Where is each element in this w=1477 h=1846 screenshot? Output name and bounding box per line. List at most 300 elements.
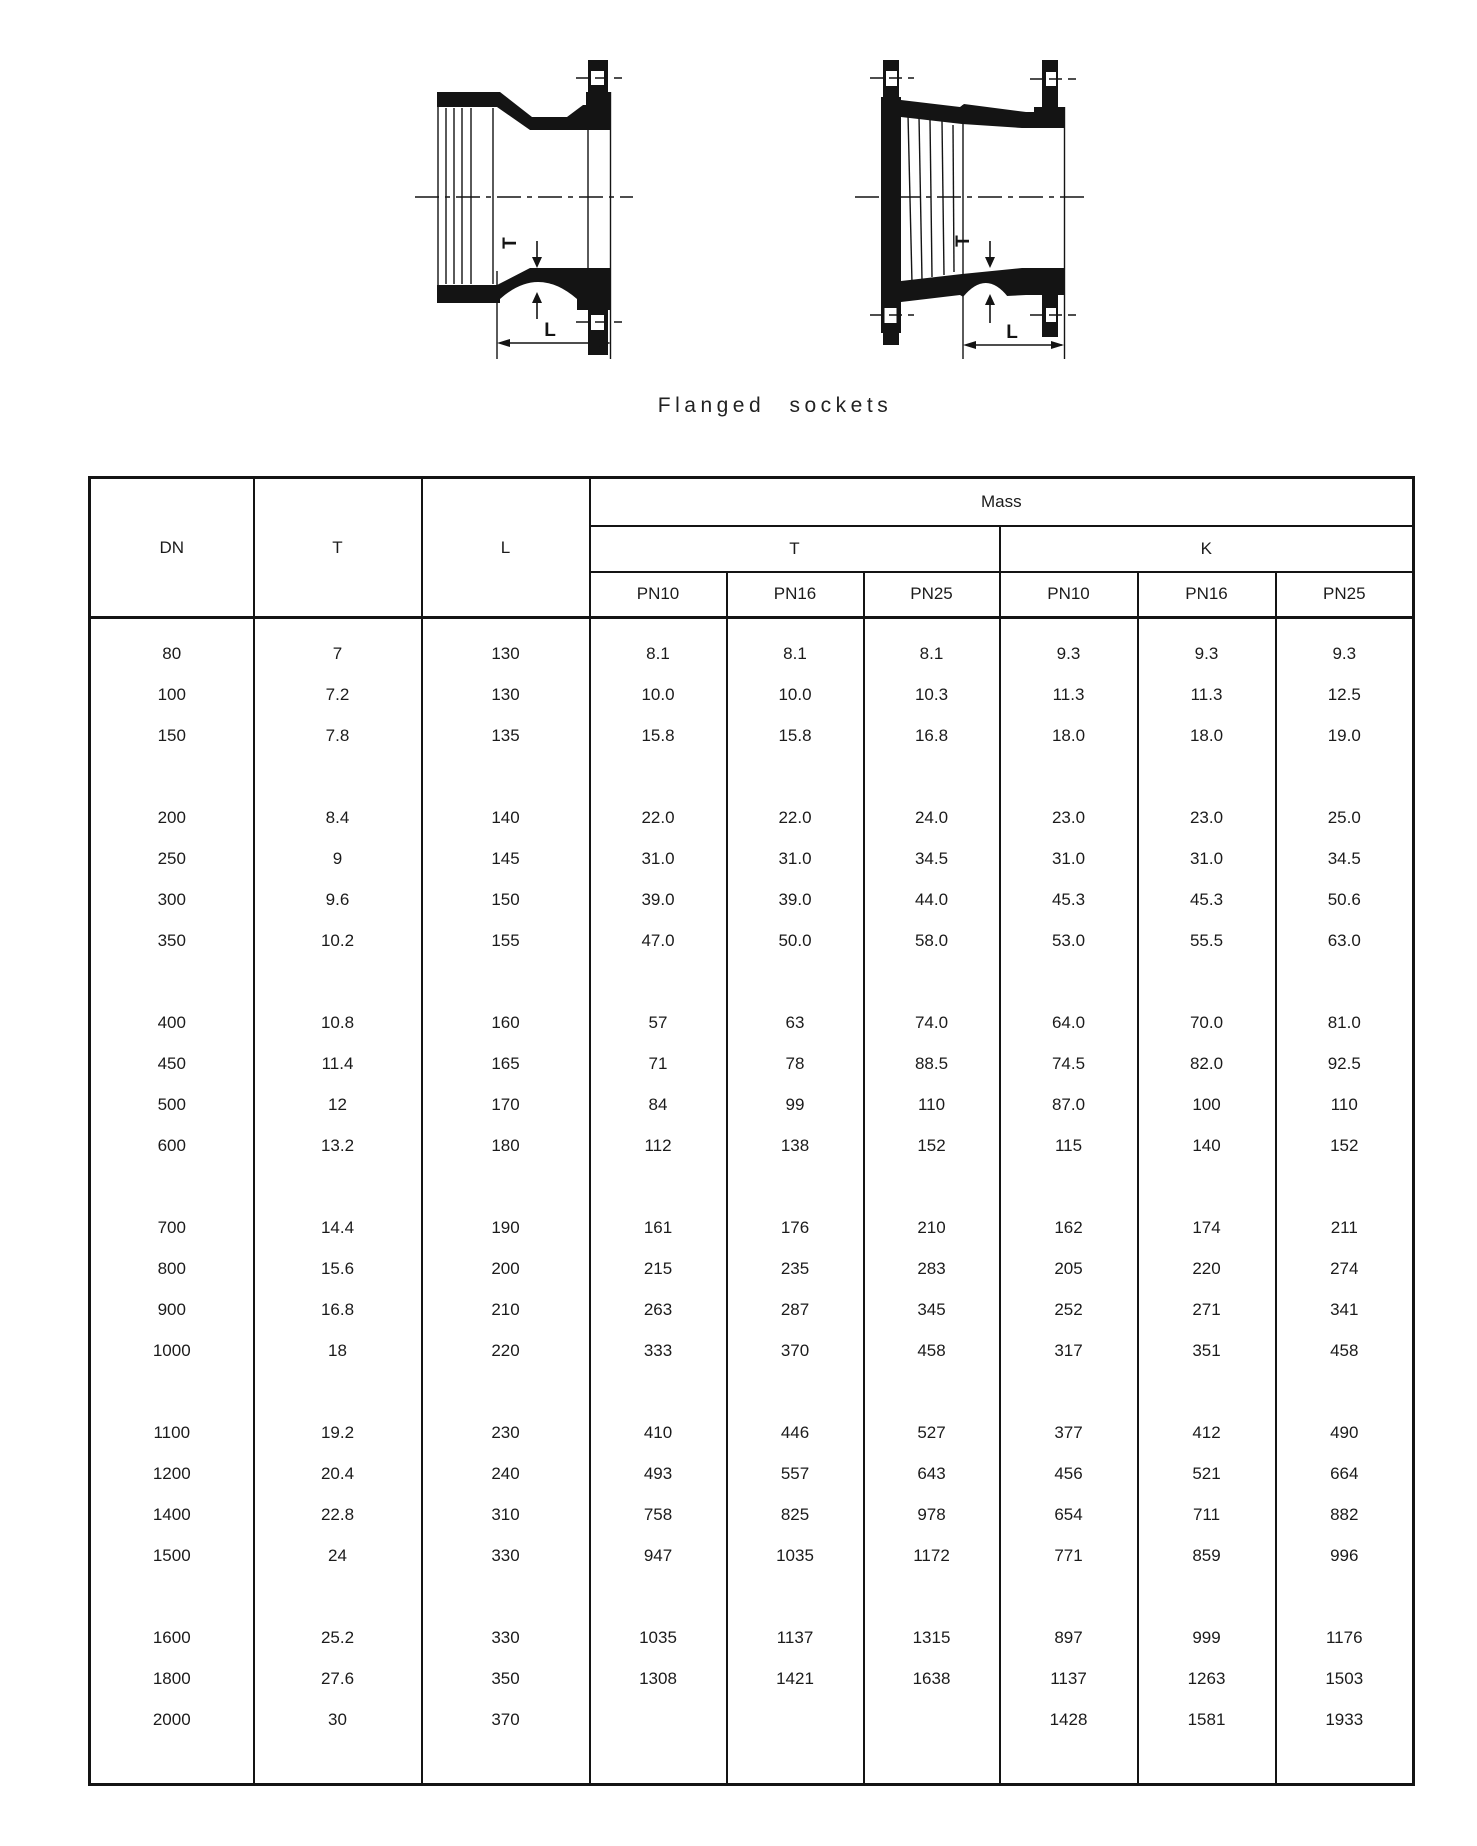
table-cell: 11.4 xyxy=(254,1044,422,1085)
table-cell: 400 xyxy=(90,1003,254,1044)
spacer-cell xyxy=(254,618,422,634)
table-cell: 1200 xyxy=(90,1454,254,1495)
table-cell: 31.0 xyxy=(1000,839,1138,880)
table-cell xyxy=(864,1700,1000,1741)
table-cell: 58.0 xyxy=(864,921,1000,962)
table-cell: 10.3 xyxy=(864,675,1000,716)
table-cell: 80 xyxy=(90,634,254,675)
spacer-row xyxy=(90,1167,1414,1208)
table-cell: 2000 xyxy=(90,1700,254,1741)
table-cell: 50.0 xyxy=(727,921,864,962)
table-cell: 57 xyxy=(590,1003,727,1044)
header-pn16-t: PN16 xyxy=(727,572,864,618)
table-cell: 70.0 xyxy=(1138,1003,1276,1044)
table-cell: 1581 xyxy=(1138,1700,1276,1741)
table-cell: 200 xyxy=(422,1249,590,1290)
table-cell: 110 xyxy=(864,1085,1000,1126)
spacer-cell xyxy=(422,962,590,1003)
header-pn10-k: PN10 xyxy=(1000,572,1138,618)
table-cell: 1000 xyxy=(90,1331,254,1372)
table-cell: 271 xyxy=(1138,1290,1276,1331)
table-cell: 110 xyxy=(1276,1085,1414,1126)
spacer-cell xyxy=(590,1167,727,1208)
flange-disc-left xyxy=(881,97,901,333)
table-cell: 16.8 xyxy=(864,716,1000,757)
spacer-cell xyxy=(1138,962,1276,1003)
table-cell: 145 xyxy=(422,839,590,880)
table-row xyxy=(90,1044,1414,1085)
table-row xyxy=(90,1536,1414,1577)
spacer-cell xyxy=(590,757,727,798)
dim-l-arrow-left xyxy=(497,339,510,347)
spacer-cell xyxy=(1276,1577,1414,1618)
table-cell: 897 xyxy=(1000,1618,1138,1659)
spacer-cell xyxy=(1276,618,1414,634)
spacer-cell xyxy=(422,1372,590,1413)
table-cell: 24.0 xyxy=(864,798,1000,839)
table-cell: 150 xyxy=(90,716,254,757)
dim-t-arrow-down xyxy=(532,257,542,268)
table-cell: 16.8 xyxy=(254,1290,422,1331)
table-cell: 7.8 xyxy=(254,716,422,757)
table-cell: 100 xyxy=(90,675,254,716)
table-cell: 15.8 xyxy=(727,716,864,757)
table-cell: 30 xyxy=(254,1700,422,1741)
spacer-cell xyxy=(727,1167,864,1208)
table-cell: 18.0 xyxy=(1000,716,1138,757)
spacer-cell xyxy=(590,1741,727,1785)
table-cell: 458 xyxy=(864,1331,1000,1372)
table-cell: 999 xyxy=(1138,1618,1276,1659)
spacer-cell xyxy=(254,1167,422,1208)
spacer-cell xyxy=(1138,1167,1276,1208)
table-cell: 39.0 xyxy=(590,880,727,921)
table-cell: 456 xyxy=(1000,1454,1138,1495)
flange-disc-bottom xyxy=(1034,268,1064,295)
table-row xyxy=(90,880,1414,921)
table-cell: 22.8 xyxy=(254,1495,422,1536)
table-cell xyxy=(590,1700,727,1741)
table-cell: 34.5 xyxy=(864,839,1000,880)
spacer-cell xyxy=(1000,1741,1138,1785)
table-cell: 81.0 xyxy=(1276,1003,1414,1044)
table-cell: 1400 xyxy=(90,1495,254,1536)
table-cell: 7 xyxy=(254,634,422,675)
table-row xyxy=(90,921,1414,962)
drawing-socket-flange xyxy=(415,60,633,359)
spacer-row xyxy=(90,618,1414,634)
table-cell: 140 xyxy=(1138,1126,1276,1167)
table-cell: 252 xyxy=(1000,1290,1138,1331)
table-cell: 13.2 xyxy=(254,1126,422,1167)
table-cell: 44.0 xyxy=(864,880,1000,921)
table-cell: 410 xyxy=(590,1413,727,1454)
table-cell: 446 xyxy=(727,1413,864,1454)
table-row xyxy=(90,716,1414,757)
dimensions-table xyxy=(88,476,1415,1786)
table-cell: 10.0 xyxy=(727,675,864,716)
table-cell: 283 xyxy=(864,1249,1000,1290)
table-cell: 1100 xyxy=(90,1413,254,1454)
table-cell: 643 xyxy=(864,1454,1000,1495)
spacer-cell xyxy=(1276,1741,1414,1785)
pipe-top-wall xyxy=(901,100,1040,128)
table-cell: 1638 xyxy=(864,1659,1000,1700)
table-cell: 1035 xyxy=(590,1618,727,1659)
table-cell: 45.3 xyxy=(1000,880,1138,921)
table-cell: 1035 xyxy=(727,1536,864,1577)
table-cell: 220 xyxy=(422,1331,590,1372)
table-cell: 458 xyxy=(1276,1331,1414,1372)
table-cell: 170 xyxy=(422,1085,590,1126)
table-cell: 12 xyxy=(254,1085,422,1126)
table-cell: 19.0 xyxy=(1276,716,1414,757)
table-row xyxy=(90,1495,1414,1536)
table-cell: 490 xyxy=(1276,1413,1414,1454)
table-cell: 11.3 xyxy=(1138,675,1276,716)
header-pn16-k: PN16 xyxy=(1138,572,1276,618)
table-cell: 115 xyxy=(1000,1126,1138,1167)
table-row xyxy=(90,1413,1414,1454)
spacer-cell xyxy=(727,1577,864,1618)
table-cell: 200 xyxy=(90,798,254,839)
spacer-row xyxy=(90,1372,1414,1413)
socket-line xyxy=(919,117,922,280)
table-cell: 235 xyxy=(727,1249,864,1290)
table-cell: 55.5 xyxy=(1138,921,1276,962)
table-cell: 9.3 xyxy=(1138,634,1276,675)
table-cell: 240 xyxy=(422,1454,590,1495)
dim-t-label: T xyxy=(500,237,521,249)
spacer-cell xyxy=(864,1577,1000,1618)
table-cell: 63 xyxy=(727,1003,864,1044)
table-cell: 8.1 xyxy=(864,634,1000,675)
table-cell: 15.6 xyxy=(254,1249,422,1290)
table-cell: 82.0 xyxy=(1138,1044,1276,1085)
table-row xyxy=(90,839,1414,880)
table-cell: 557 xyxy=(727,1454,864,1495)
spacer-cell xyxy=(422,618,590,634)
table-cell: 215 xyxy=(590,1249,727,1290)
header-dn: DN xyxy=(90,478,254,618)
table-cell: 74.5 xyxy=(1000,1044,1138,1085)
table-row xyxy=(90,1085,1414,1126)
table-cell: 23.0 xyxy=(1138,798,1276,839)
spacer-cell xyxy=(1000,962,1138,1003)
table-cell: 74.0 xyxy=(864,1003,1000,1044)
spacer-cell xyxy=(254,962,422,1003)
spacer-cell xyxy=(864,1167,1000,1208)
spacer-cell xyxy=(864,962,1000,1003)
table-cell: 14.4 xyxy=(254,1208,422,1249)
spacer-cell xyxy=(1138,1741,1276,1785)
socket-line xyxy=(953,125,954,272)
table-cell: 15.8 xyxy=(590,716,727,757)
table-cell: 7.2 xyxy=(254,675,422,716)
table-cell: 758 xyxy=(590,1495,727,1536)
spacer-cell xyxy=(727,757,864,798)
table-cell: 152 xyxy=(1276,1126,1414,1167)
table-cell: 1933 xyxy=(1276,1700,1414,1741)
table-cell: 654 xyxy=(1000,1495,1138,1536)
table-cell: 53.0 xyxy=(1000,921,1138,962)
table-cell: 130 xyxy=(422,634,590,675)
table-cell: 978 xyxy=(864,1495,1000,1536)
spacer-cell xyxy=(90,618,254,634)
spacer-cell xyxy=(1276,757,1414,798)
spacer-cell xyxy=(90,1372,254,1413)
table-row xyxy=(90,1003,1414,1044)
table-cell: 351 xyxy=(1138,1331,1276,1372)
table-row xyxy=(90,1700,1414,1741)
socket-line xyxy=(942,121,944,275)
table-cell: 1421 xyxy=(727,1659,864,1700)
spacer-cell xyxy=(90,1741,254,1785)
table-cell: 205 xyxy=(1000,1249,1138,1290)
table-cell: 1500 xyxy=(90,1536,254,1577)
dim-l-label: L xyxy=(1006,322,1018,343)
table-cell: 220 xyxy=(1138,1249,1276,1290)
table-cell: 450 xyxy=(90,1044,254,1085)
table-cell: 996 xyxy=(1276,1536,1414,1577)
table-cell: 160 xyxy=(422,1003,590,1044)
table-cell: 882 xyxy=(1276,1495,1414,1536)
table-cell: 370 xyxy=(727,1331,864,1372)
table-cell: 1263 xyxy=(1138,1659,1276,1700)
table-cell: 8.1 xyxy=(590,634,727,675)
spacer-cell xyxy=(90,757,254,798)
table-cell: 31.0 xyxy=(727,839,864,880)
table-cell: 23.0 xyxy=(1000,798,1138,839)
table-cell: 500 xyxy=(90,1085,254,1126)
table-cell: 250 xyxy=(90,839,254,880)
table-cell: 10.0 xyxy=(590,675,727,716)
table-body xyxy=(90,618,1414,1785)
table-cell: 350 xyxy=(90,921,254,962)
spacer-cell xyxy=(1138,1577,1276,1618)
table-cell: 18.0 xyxy=(1138,716,1276,757)
spacer-cell xyxy=(1000,757,1138,798)
table-cell: 190 xyxy=(422,1208,590,1249)
pipe-top-wall xyxy=(437,92,588,130)
flange-disc-top xyxy=(1034,107,1064,128)
socket-line xyxy=(908,115,912,283)
table-cell: 87.0 xyxy=(1000,1085,1138,1126)
table-cell: 800 xyxy=(90,1249,254,1290)
table-cell: 150 xyxy=(422,880,590,921)
header-pn25-k: PN25 xyxy=(1276,572,1414,618)
spacer-row xyxy=(90,1741,1414,1785)
table-cell: 230 xyxy=(422,1413,590,1454)
spacer-cell xyxy=(422,1577,590,1618)
spacer-cell xyxy=(727,618,864,634)
flange-disc-top xyxy=(586,92,611,130)
table-cell: 317 xyxy=(1000,1331,1138,1372)
spacer-row xyxy=(90,962,1414,1003)
table-cell: 947 xyxy=(590,1536,727,1577)
spacer-cell xyxy=(1138,757,1276,798)
table-cell: 8.4 xyxy=(254,798,422,839)
spacer-cell xyxy=(864,1741,1000,1785)
spacer-cell xyxy=(1138,618,1276,634)
table-cell: 130 xyxy=(422,675,590,716)
table-cell: 10.8 xyxy=(254,1003,422,1044)
spacer-cell xyxy=(1276,1372,1414,1413)
table-cell: 350 xyxy=(422,1659,590,1700)
spacer-cell xyxy=(90,1167,254,1208)
table-row xyxy=(90,1249,1414,1290)
spacer-cell xyxy=(1276,1167,1414,1208)
table-cell: 31.0 xyxy=(590,839,727,880)
table-cell: 412 xyxy=(1138,1413,1276,1454)
drawing-double-flange xyxy=(855,60,1085,359)
spacer-cell xyxy=(254,1577,422,1618)
spacer-cell xyxy=(1000,1577,1138,1618)
table-cell: 78 xyxy=(727,1044,864,1085)
spacer-cell xyxy=(864,618,1000,634)
spacer-cell xyxy=(590,618,727,634)
spacer-cell xyxy=(254,1372,422,1413)
table-cell: 771 xyxy=(1000,1536,1138,1577)
table-cell: 1503 xyxy=(1276,1659,1414,1700)
table-header xyxy=(90,478,1414,618)
spacer-cell xyxy=(422,1167,590,1208)
spacer-cell xyxy=(1138,1372,1276,1413)
table-cell: 1315 xyxy=(864,1618,1000,1659)
table-row xyxy=(90,1290,1414,1331)
spacer-cell xyxy=(1000,1167,1138,1208)
table-row xyxy=(90,1618,1414,1659)
spacer-cell xyxy=(90,1577,254,1618)
table-cell: 27.6 xyxy=(254,1659,422,1700)
table-cell: 377 xyxy=(1000,1413,1138,1454)
table-cell: 1176 xyxy=(1276,1618,1414,1659)
table-cell: 12.5 xyxy=(1276,675,1414,716)
table-cell: 8.1 xyxy=(727,634,864,675)
table-cell: 161 xyxy=(590,1208,727,1249)
table-cell: 138 xyxy=(727,1126,864,1167)
table-cell: 112 xyxy=(590,1126,727,1167)
spacer-cell xyxy=(422,1741,590,1785)
spacer-cell xyxy=(727,962,864,1003)
table-row xyxy=(90,634,1414,675)
dim-t-arrow-down xyxy=(985,257,995,268)
spacer-cell xyxy=(590,962,727,1003)
table-cell: 50.6 xyxy=(1276,880,1414,921)
table-cell: 330 xyxy=(422,1618,590,1659)
table-row xyxy=(90,798,1414,839)
table-cell: 9.3 xyxy=(1000,634,1138,675)
flanged-socket-drawings xyxy=(400,45,1090,380)
table-cell: 711 xyxy=(1138,1495,1276,1536)
spacer-cell xyxy=(1000,1372,1138,1413)
table-cell: 1428 xyxy=(1000,1700,1138,1741)
table-cell: 493 xyxy=(590,1454,727,1495)
table-cell: 1600 xyxy=(90,1618,254,1659)
table-cell: 22.0 xyxy=(727,798,864,839)
spacer-cell xyxy=(864,1372,1000,1413)
spacer-cell xyxy=(1276,962,1414,1003)
table-cell: 1800 xyxy=(90,1659,254,1700)
table-cell: 527 xyxy=(864,1413,1000,1454)
dim-l-arrow-right xyxy=(1051,341,1064,349)
table-cell xyxy=(727,1700,864,1741)
table-cell: 345 xyxy=(864,1290,1000,1331)
table-cell: 300 xyxy=(90,880,254,921)
table-cell: 1137 xyxy=(727,1618,864,1659)
table-cell: 1172 xyxy=(864,1536,1000,1577)
table-cell: 1137 xyxy=(1000,1659,1138,1700)
socket-line xyxy=(930,119,932,277)
table-cell: 263 xyxy=(590,1290,727,1331)
table-cell: 600 xyxy=(90,1126,254,1167)
spacer-cell xyxy=(864,757,1000,798)
spacer-row xyxy=(90,757,1414,798)
table-cell: 825 xyxy=(727,1495,864,1536)
table-cell: 287 xyxy=(727,1290,864,1331)
spacer-cell xyxy=(727,1372,864,1413)
table-cell: 9.3 xyxy=(1276,634,1414,675)
table-cell: 63.0 xyxy=(1276,921,1414,962)
spacer-cell xyxy=(254,1741,422,1785)
dim-l-label: L xyxy=(544,320,556,341)
table-cell: 92.5 xyxy=(1276,1044,1414,1085)
spacer-cell xyxy=(590,1577,727,1618)
table-row xyxy=(90,1126,1414,1167)
header-t: T xyxy=(254,478,422,618)
table-cell: 11.3 xyxy=(1000,675,1138,716)
table-cell: 333 xyxy=(590,1331,727,1372)
spacer-row xyxy=(90,1577,1414,1618)
table-cell: 330 xyxy=(422,1536,590,1577)
table-cell: 140 xyxy=(422,798,590,839)
table-row xyxy=(90,1208,1414,1249)
spacer-cell xyxy=(727,1741,864,1785)
table-row xyxy=(90,1659,1414,1700)
table-cell: 47.0 xyxy=(590,921,727,962)
table-cell: 9.6 xyxy=(254,880,422,921)
table-cell: 20.4 xyxy=(254,1454,422,1495)
table-cell: 180 xyxy=(422,1126,590,1167)
table-cell: 25.2 xyxy=(254,1618,422,1659)
spacer-cell xyxy=(1000,618,1138,634)
table-cell: 341 xyxy=(1276,1290,1414,1331)
table-cell: 176 xyxy=(727,1208,864,1249)
table-cell: 25.0 xyxy=(1276,798,1414,839)
header-pn10-t: PN10 xyxy=(590,572,727,618)
table-cell: 370 xyxy=(422,1700,590,1741)
table-cell: 664 xyxy=(1276,1454,1414,1495)
spacer-cell xyxy=(90,962,254,1003)
table-cell: 84 xyxy=(590,1085,727,1126)
table-cell: 211 xyxy=(1276,1208,1414,1249)
figure-caption: Flanged sockets xyxy=(657,394,893,417)
table-cell: 135 xyxy=(422,716,590,757)
dim-t-label: T xyxy=(953,235,974,247)
table-cell: 859 xyxy=(1138,1536,1276,1577)
header-mass: Mass xyxy=(590,478,1414,526)
table-cell: 100 xyxy=(1138,1085,1276,1126)
table-cell: 1308 xyxy=(590,1659,727,1700)
table-cell: 274 xyxy=(1276,1249,1414,1290)
table-cell: 88.5 xyxy=(864,1044,1000,1085)
header-l: L xyxy=(422,478,590,618)
table-cell: 162 xyxy=(1000,1208,1138,1249)
table-cell: 34.5 xyxy=(1276,839,1414,880)
table-cell: 31.0 xyxy=(1138,839,1276,880)
spacer-cell xyxy=(590,1372,727,1413)
table-cell: 700 xyxy=(90,1208,254,1249)
